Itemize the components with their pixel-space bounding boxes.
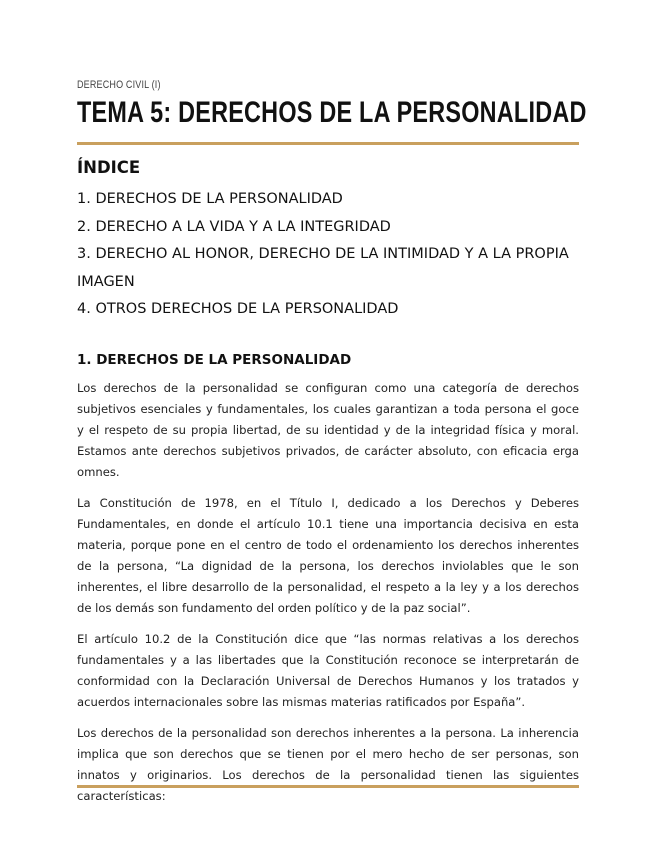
- section-body: [77, 378, 579, 817]
- index-item: 4. OTROS DERECHOS DE LA PERSONALIDAD: [77, 301, 399, 317]
- section-heading: 1. DERECHOS DE LA PERSONALIDAD: [77, 352, 352, 368]
- index-list: [77, 186, 579, 324]
- page-title: TEMA 5: DERECHOS DE LA PERSONALIDAD: [77, 96, 587, 129]
- paragraph: El artículo 10.2 de la Constitución dice que “las normas relativas a los derechos fundamentales y a las libertades que la Constitución reconoce se interpretarán de conformidad con la Declaración Universal de Derechos Humanos y los tratados y acuerdos internacionales sobre las mismas materias ratificados por España”.: [77, 632, 579, 709]
- index-item: 2. DERECHO A LA VIDA Y A LA INTEGRIDAD: [77, 218, 391, 235]
- title-divider: [77, 142, 579, 145]
- index-item: 1. DERECHOS DE LA PERSONALIDAD: [77, 191, 343, 207]
- index-item: 3. DERECHO AL HONOR, DERECHO DE LA INTIMIDAD Y A LA PROPIA IMAGEN: [77, 246, 569, 290]
- paragraph: Los derechos de la personalidad se configuran como una categoría de derechos subjetivos esenciales y fundamentales, los cuales garantizan a toda persona el goce y el respeto de su propia libertad, de su identidad y de la integridad física y moral. Estamos ante derechos subjetivos privados, de carácter absoluto, con eficacia erga omnes.: [77, 381, 579, 479]
- footer-divider: [77, 785, 579, 788]
- course-subject: DERECHO CIVIL (I): [77, 79, 161, 91]
- paragraph: La Constitución de 1978, en el Título I, dedicado a los Derechos y Deberes Fundamentales, en donde el artículo 10.1 tiene una importancia decisiva en esta materia, porque pone en el centro de todo el ordenamiento los derechos inherentes de la persona, “La dignidad de la persona, los derechos inviolables que le son inherentes, el libre desarrollo de la personalidad, el respeto a la ley y a los derechos de los demás son fundamento del orden político y de la paz social”.: [77, 496, 579, 615]
- index-heading: ÍNDICE: [77, 158, 141, 177]
- paragraph: Los derechos de la personalidad son derechos inherentes a la persona. La inherencia implica que son derechos que se tienen por el mero hecho de ser personas, son innatos y originarios. Los derechos de la personalidad tienen las siguientes características:: [77, 726, 579, 803]
